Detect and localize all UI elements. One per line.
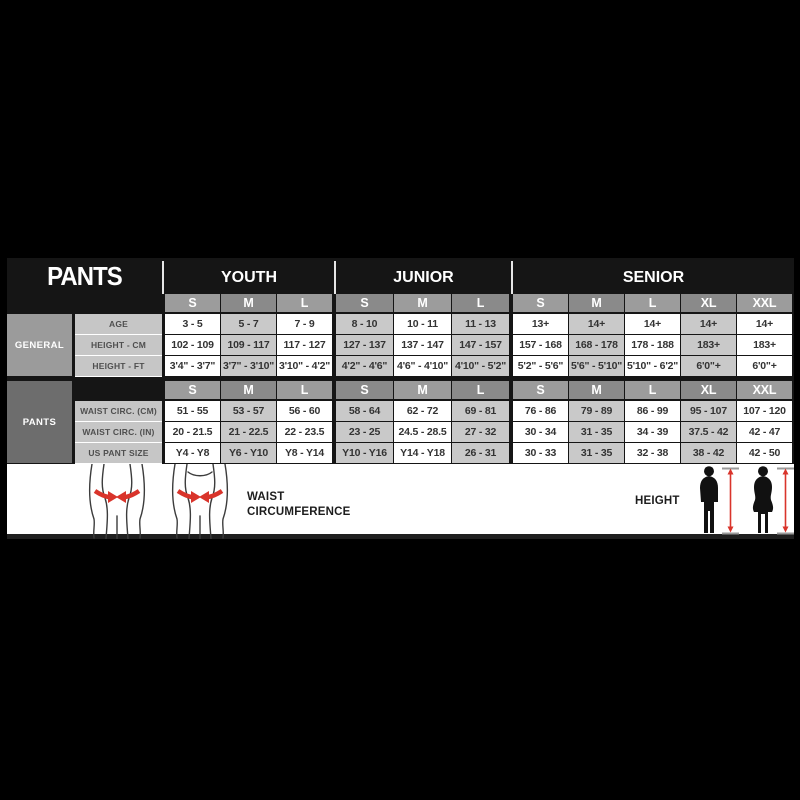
waist-circumference-label: [247, 490, 351, 520]
size-header-cell: M: [221, 381, 276, 399]
table-cell: 5'2" - 5'6": [513, 356, 568, 376]
group-header-senior: SENIOR: [511, 261, 794, 294]
table-cell: 30 - 34: [513, 422, 568, 442]
table-cell: 7 - 9: [277, 314, 332, 334]
size-header-spacer: [75, 294, 162, 312]
table-cell: 38 - 42: [681, 443, 736, 463]
table-cell: 27 - 32: [452, 422, 509, 442]
table-cell: 58 - 64: [336, 401, 393, 421]
table-cell: 157 - 168: [513, 335, 568, 355]
waist-measure-figure: [82, 464, 237, 539]
size-header-cell: L: [452, 381, 509, 399]
table-cell: 31 - 35: [569, 422, 624, 442]
size-header-cell: M: [394, 381, 451, 399]
chart-title: PANTS: [47, 260, 122, 291]
table-cell: 178 - 188: [625, 335, 680, 355]
size-header-cell: M: [569, 381, 624, 399]
table-cell: 137 - 147: [394, 335, 451, 355]
table-cell: 34 - 39: [625, 422, 680, 442]
size-header-cell: XL: [681, 381, 736, 399]
size-header-cell: L: [277, 381, 332, 399]
row-label: US PANT SIZE: [75, 443, 162, 463]
height-measure-figure: [693, 466, 797, 536]
size-header-row: [7, 381, 794, 399]
size-header-cell: S: [513, 381, 568, 399]
size-header-cell: XXL: [737, 381, 792, 399]
table-cell: 13+: [513, 314, 568, 334]
table-cell: 127 - 137: [336, 335, 393, 355]
table-cell: 107 - 120: [737, 401, 792, 421]
table-cell: 95 - 107: [681, 401, 736, 421]
group-header-junior: JUNIOR: [334, 261, 511, 294]
row-label: WAIST CIRC. (CM): [75, 401, 162, 421]
table-row: [7, 356, 794, 376]
size-header-cell: L: [452, 294, 509, 312]
table-cell: 4'10" - 5'2": [452, 356, 509, 376]
table-cell: Y6 - Y10: [221, 443, 276, 463]
row-label-slot: [75, 335, 162, 355]
table-cell: 21 - 22.5: [221, 422, 276, 442]
size-header-row: [7, 294, 794, 312]
size-header-cell: XXL: [737, 294, 792, 312]
table-cell: 79 - 89: [569, 401, 624, 421]
size-header-cell: S: [336, 381, 393, 399]
table-cell: 31 - 35: [569, 443, 624, 463]
table-cell: 4'6" - 4'10": [394, 356, 451, 376]
size-table-body: [7, 294, 794, 463]
table-cell: 37.5 - 42: [681, 422, 736, 442]
table-cell: 23 - 25: [336, 422, 393, 442]
size-header-cell: S: [336, 294, 393, 312]
table-cell: 14+: [737, 314, 792, 334]
size-chart-panel: [7, 258, 794, 539]
table-cell: 6'0"+: [681, 356, 736, 376]
table-cell: 183+: [681, 335, 736, 355]
table-cell: 62 - 72: [394, 401, 451, 421]
table-cell: Y10 - Y16: [336, 443, 393, 463]
table-cell: 147 - 157: [452, 335, 509, 355]
table-row: [7, 401, 794, 421]
table-cell: 5 - 7: [221, 314, 276, 334]
size-header-cell: XL: [681, 294, 736, 312]
table-row: [7, 422, 794, 442]
row-label-slot: [75, 443, 162, 463]
table-cell: 5'10" - 6'2": [625, 356, 680, 376]
table-cell: 3'10" - 4'2": [277, 356, 332, 376]
table-cell: 14+: [625, 314, 680, 334]
table-cell: 86 - 99: [625, 401, 680, 421]
size-header-cell: M: [394, 294, 451, 312]
size-header-cell: S: [513, 294, 568, 312]
table-row: [7, 314, 794, 334]
table-row: [7, 335, 794, 355]
table-cell: 11 - 13: [452, 314, 509, 334]
waist-label-line1: WAIST: [247, 491, 285, 503]
table-cell: 51 - 55: [165, 401, 220, 421]
row-label-slot: [75, 422, 162, 442]
table-cell: 10 - 11: [394, 314, 451, 334]
table-cell: 56 - 60: [277, 401, 332, 421]
measurement-legend: [7, 464, 794, 539]
height-label: HEIGHT: [635, 495, 680, 507]
table-cell: 30 - 33: [513, 443, 568, 463]
table-cell: Y8 - Y14: [277, 443, 332, 463]
table-cell: 42 - 50: [737, 443, 792, 463]
table-cell: 109 - 117: [221, 335, 276, 355]
table-cell: 3'4" - 3'7": [165, 356, 220, 376]
table-cell: 117 - 127: [277, 335, 332, 355]
table-cell: 42 - 47: [737, 422, 792, 442]
table-cell: 53 - 57: [221, 401, 276, 421]
table-cell: 3'7" - 3'10": [221, 356, 276, 376]
table-row: [7, 443, 794, 463]
size-header-cell: L: [625, 294, 680, 312]
row-label: HEIGHT - CM: [75, 335, 162, 355]
section-label-general: GENERAL: [7, 314, 72, 376]
size-header-cell: M: [221, 294, 276, 312]
table-cell: 22 - 23.5: [277, 422, 332, 442]
table-cell: 20 - 21.5: [165, 422, 220, 442]
size-header-cell: S: [165, 381, 220, 399]
waist-label-line2: CIRCUMFERENCE: [247, 505, 351, 518]
row-label: WAIST CIRC. (IN): [75, 422, 162, 442]
table-cell: Y4 - Y8: [165, 443, 220, 463]
table-cell: Y14 - Y18: [394, 443, 451, 463]
table-cell: 24.5 - 28.5: [394, 422, 451, 442]
table-cell: 168 - 178: [569, 335, 624, 355]
table-cell: 3 - 5: [165, 314, 220, 334]
group-header-youth: YOUTH: [162, 261, 334, 294]
table-cell: 4'2" - 4'6": [336, 356, 393, 376]
row-label: AGE: [75, 314, 162, 334]
size-header-cell: S: [165, 294, 220, 312]
size-header-cell: L: [277, 294, 332, 312]
row-label: HEIGHT - FT: [75, 356, 162, 376]
size-header-spacer: [75, 381, 162, 399]
section-label-pants: PANTS: [7, 381, 72, 463]
table-cell: 8 - 10: [336, 314, 393, 334]
table-header-strip: [7, 258, 794, 294]
table-cell: 6'0"+: [737, 356, 792, 376]
table-cell: 102 - 109: [165, 335, 220, 355]
table-cell: 14+: [569, 314, 624, 334]
table-cell: 76 - 86: [513, 401, 568, 421]
table-cell: 183+: [737, 335, 792, 355]
table-cell: 32 - 38: [625, 443, 680, 463]
row-label-slot: [75, 314, 162, 334]
size-header-cell: M: [569, 294, 624, 312]
table-cell: 5'6" - 5'10": [569, 356, 624, 376]
table-cell: 26 - 31: [452, 443, 509, 463]
size-header-cell: L: [625, 381, 680, 399]
table-cell: 14+: [681, 314, 736, 334]
row-label-slot: [75, 401, 162, 421]
row-label-slot: [75, 356, 162, 376]
table-cell: 69 - 81: [452, 401, 509, 421]
